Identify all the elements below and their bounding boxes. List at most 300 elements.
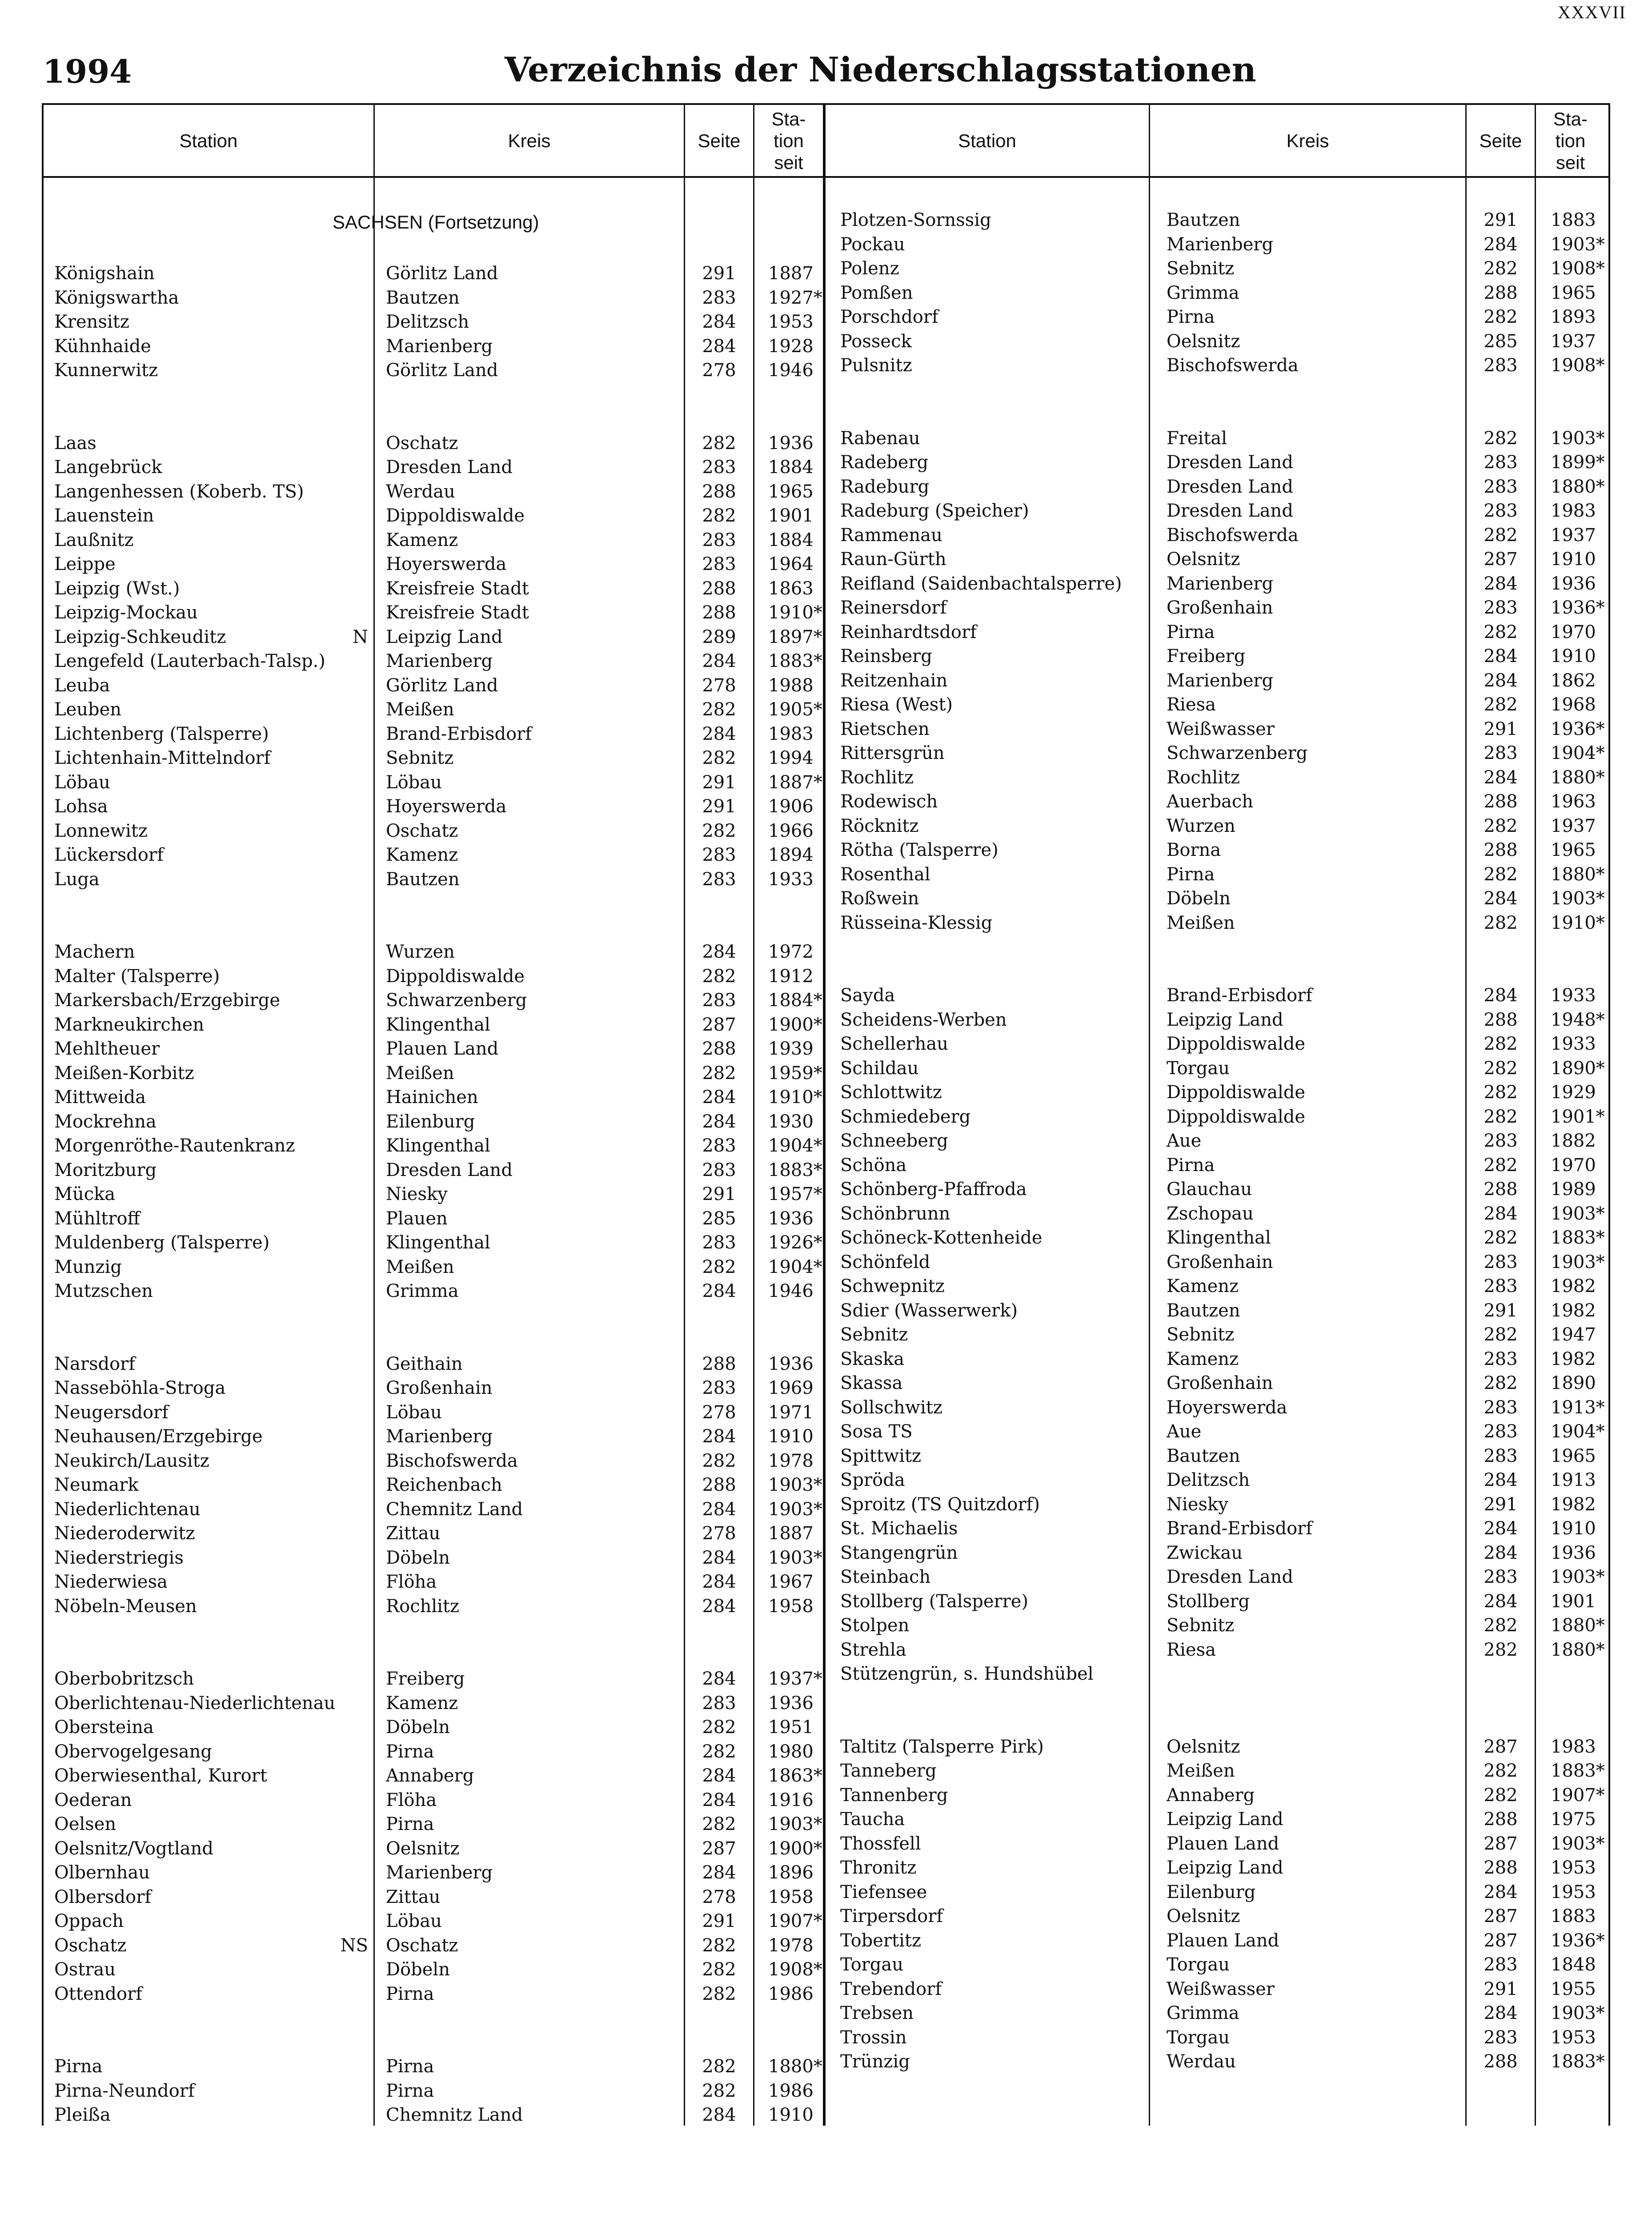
header-kreis: Kreis — [508, 130, 551, 151]
table-cell-kreis: Leipzig Land — [386, 626, 503, 647]
table-cell-station: Nöbeln-Meusen — [54, 1596, 197, 1617]
table-cell-kreis: Sebnitz — [386, 748, 454, 768]
table-cell-station: Schlottwitz — [840, 1082, 942, 1103]
table-cell-kreis: Sebnitz — [1167, 258, 1235, 279]
table-cell-seite: 283 — [1484, 598, 1518, 618]
table-cell-kreis: Delitzsch — [386, 312, 469, 332]
table-cell-seit: 1936* — [1551, 1930, 1605, 1951]
table-cell-kreis: Dippoldiswalde — [386, 966, 525, 987]
table-cell-seit: 1986 — [768, 2080, 814, 2101]
table-cell-kreis: Torgau — [1167, 1954, 1230, 1975]
table-cell-seite: 282 — [702, 699, 736, 720]
table-cell-seit: 1903* — [1551, 888, 1605, 909]
table-cell-kreis: Bischofswerda — [1167, 525, 1299, 546]
table-cell-kreis: Klingenthal — [386, 1232, 490, 1253]
table-cell-station: Stollberg (Talsperre) — [840, 1591, 1029, 1612]
table-cell-seite: 291 — [702, 1911, 736, 1931]
table-cell-seit: 1929 — [1551, 1082, 1596, 1103]
table-cell-station: Oelsen — [54, 1814, 116, 1834]
table-cell-seite: 282 — [1484, 1761, 1518, 1781]
table-cell-kreis: Dresden Land — [386, 457, 513, 478]
table-cell-kreis: Sebnitz — [1167, 1615, 1235, 1636]
table-cell-kreis — [386, 1304, 679, 1328]
table-cell-seit: 1904* — [768, 1136, 822, 1156]
table-cell-kreis: Marienberg — [386, 651, 493, 671]
table-cell-kreis: Dippoldiswalde — [1167, 1082, 1306, 1103]
table-cell-station: Thronitz — [840, 1858, 917, 1878]
table-cell-seit: 1926* — [768, 1232, 822, 1253]
table-cell-seite: 291 — [1484, 1978, 1518, 1999]
table-cell-seite: 288 — [702, 602, 736, 623]
table-cell-seite: 278 — [702, 1886, 736, 1907]
table-cell-station: Neugersdorf — [54, 1402, 168, 1423]
table-cell-kreis: Schwarzenberg — [386, 990, 527, 1011]
table-cell-station: Rodewisch — [840, 791, 938, 812]
page-number: XXXVII — [1557, 2, 1626, 22]
table-cell-station: Radeberg — [840, 452, 929, 473]
table-cell-seit: 1982 — [1551, 1300, 1596, 1321]
table-cell-kreis: Pirna — [1167, 1155, 1215, 1176]
table-cell-seit — [1551, 959, 1605, 984]
table-cell-station: Rabenau — [840, 428, 920, 449]
table-cell-station: Schöna — [840, 1155, 907, 1176]
table-cell-seit: 1908* — [1551, 258, 1605, 279]
table-cell-station: Trünzig — [840, 2051, 910, 2072]
table-cell-seit: 1903* — [1551, 1203, 1605, 1224]
table-cell-station: Reinersdorf — [840, 598, 947, 618]
table-cell-seit: 1905* — [768, 699, 822, 720]
table-cell-station: Oppach — [54, 1911, 124, 1931]
table-cell-kreis: Riesa — [1167, 1639, 1216, 1660]
table-cell-seite: 284 — [1484, 1203, 1518, 1224]
table-cell-seite: 284 — [1484, 234, 1518, 255]
table-cell-kreis: Leipzig Land — [1167, 1858, 1283, 1878]
table-cell-kreis: Brand-Erbisdorf — [386, 723, 532, 744]
table-cell-kreis: Schwarzenberg — [1167, 743, 1308, 763]
table-cell-seite: 288 — [702, 1353, 736, 1374]
table-cell-seite: 288 — [702, 481, 736, 502]
table-cell-seit: 1965 — [1551, 840, 1596, 860]
table-cell-station: Olbersdorf — [54, 1886, 152, 1907]
table-cell-station: Niederoderwitz — [54, 1523, 195, 1544]
table-cell-kreis: Oelsnitz — [1167, 1736, 1240, 1757]
table-cell-kreis: Freital — [1167, 428, 1227, 449]
table-cell-seite: 282 — [1484, 1106, 1518, 1127]
table-cell-station: Mockrehna — [54, 1111, 156, 1132]
table-cell-station: Kühnhaide — [54, 336, 151, 357]
table-cell-seit: 1907* — [768, 1911, 822, 1931]
table-cell-seite: 282 — [1484, 1615, 1518, 1636]
table-cell-seit: 1955 — [1551, 1978, 1596, 1999]
table-cell-seit: 1880* — [1551, 1615, 1605, 1636]
table-cell-station: Obersteina — [54, 1717, 154, 1737]
table-cell-kreis: Dippoldiswalde — [1167, 1106, 1306, 1127]
table-cell-kreis: Wurzen — [386, 942, 455, 962]
table-cell-kreis: Weißwasser — [1167, 1978, 1275, 1999]
table-cell-kreis: Pirna — [386, 2080, 434, 2101]
table-cell-seit: 1880* — [768, 2056, 822, 2077]
table-cell-seit — [768, 2030, 823, 2055]
table-cell-seite — [685, 891, 753, 916]
table-cell-station — [840, 935, 1147, 959]
table-cell-kreis — [1167, 935, 1464, 959]
table-cell-seit: 1933 — [768, 869, 814, 890]
table-cell-station: Rietschen — [840, 718, 930, 739]
table-cell-kreis: Flöha — [386, 1790, 437, 1810]
table-cell-kreis: Glauchau — [1167, 1179, 1252, 1200]
table-cell-kreis: Großenhain — [1167, 1373, 1273, 1393]
table-cell-seit: 1908* — [768, 1959, 822, 1980]
header-station-seit: Sta- tion seit — [771, 108, 806, 173]
table-cell-seit: 1906 — [768, 796, 814, 817]
table-cell-station: Schönberg-Pfaffroda — [840, 1179, 1027, 1200]
table-cell-kreis: Borna — [1167, 840, 1221, 860]
table-cell-station: Meißen-Korbitz — [54, 1063, 194, 1083]
table-cell-station: Taucha — [840, 1809, 905, 1830]
table-cell-kreis: Pirna — [386, 1741, 434, 1762]
table-cell-seite — [1467, 935, 1535, 959]
table-cell-seite: 282 — [702, 1717, 736, 1737]
table-cell-seite: 283 — [702, 990, 736, 1011]
table-cell-kreis — [1167, 959, 1464, 984]
table-cell-kreis: Wurzen — [1167, 815, 1235, 836]
table-cell-seite: 283 — [702, 457, 736, 478]
table-cell-seit: 1937 — [1551, 525, 1596, 546]
table-cell-seit — [768, 383, 823, 407]
table-cell-seit: 1953 — [1551, 2027, 1596, 2048]
table-cell-seit: 1913 — [1551, 1470, 1596, 1490]
table-cell-seit: 1939 — [768, 1039, 814, 1059]
table-cell-kreis — [386, 383, 679, 407]
table-cell-seite: 283 — [1484, 1252, 1518, 1272]
table-cell-kreis: Görlitz Land — [386, 675, 498, 696]
right-seit-column — [1551, 208, 1605, 2074]
table-cell-seite: 291 — [702, 1184, 736, 1204]
table-cell-seite — [685, 407, 753, 431]
table-cell-seit: 1986 — [768, 1983, 814, 2004]
table-cell-station: Luga — [54, 869, 100, 890]
table-cell-seite: 282 — [702, 820, 736, 841]
right-station-column — [840, 208, 1147, 2074]
table-cell-kreis: Brand-Erbisdorf — [1167, 985, 1313, 1006]
table-cell-station: Strehla — [840, 1639, 906, 1660]
table-cell-seit: 1890 — [1551, 1373, 1596, 1393]
header-station: Station — [179, 130, 238, 151]
section-label: SACHSEN (Fortsetzung) — [333, 212, 539, 233]
table-cell-kreis: Delitzsch — [1167, 1470, 1250, 1490]
table-cell-seite: 283 — [702, 287, 736, 308]
table-cell-seite: 283 — [1484, 1421, 1518, 1442]
table-cell-station: Sayda — [840, 985, 895, 1006]
table-cell-station — [840, 378, 1147, 402]
table-cell-kreis: Meißen — [1167, 1761, 1235, 1781]
table-cell-kreis: Bischofswerda — [1167, 355, 1299, 376]
table-cell-seite: 283 — [1484, 2027, 1518, 2048]
table-cell-seite: 284 — [702, 1111, 736, 1132]
table-cell-seit: 1928 — [768, 336, 814, 357]
table-cell-station: Neuhausen/Erzgebirge — [54, 1426, 263, 1447]
table-cell-seite: 288 — [1484, 1179, 1518, 1200]
table-cell-seite: 284 — [1484, 1542, 1518, 1563]
table-cell-seite: 284 — [702, 1766, 736, 1786]
table-cell-seite: 288 — [702, 578, 736, 599]
table-cell-station: Krensitz — [54, 312, 129, 332]
table-cell-seit: 1910* — [768, 1087, 822, 1107]
table-cell-station: Kunnerwitz — [54, 360, 158, 381]
table-cell-kreis: Werdau — [1167, 2051, 1236, 2072]
table-cell-station: Königswartha — [54, 287, 179, 308]
table-cell-kreis: Oschatz — [386, 433, 458, 453]
table-cell-kreis: Grimma — [1167, 2003, 1239, 2023]
table-cell-station: Röcknitz — [840, 815, 919, 836]
table-cell-seite: 284 — [1484, 670, 1518, 691]
table-cell-seite — [685, 1304, 753, 1328]
table-cell-seite: 283 — [1484, 476, 1518, 497]
table-cell-seit: 1880* — [1551, 864, 1605, 885]
table-cell-kreis: Oelsnitz — [386, 1838, 460, 1859]
table-cell-kreis: Pirna — [386, 2056, 434, 2077]
table-cell-station: Lohsa — [54, 796, 108, 817]
table-cell-seit: 1982 — [1551, 1348, 1596, 1369]
table-cell-station: Sosa TS — [840, 1421, 913, 1442]
table-cell-seite: 284 — [1484, 1518, 1518, 1539]
table-cell-seit: 1910 — [768, 1426, 814, 1447]
table-cell-seite: 291 — [702, 263, 736, 284]
table-cell-seite — [685, 1643, 753, 1667]
table-cell-seit — [768, 2006, 823, 2030]
table-cell-station: Pomßen — [840, 282, 913, 303]
table-cell-station: Reinhardtsdorf — [840, 622, 977, 642]
table-cell-seite — [1467, 402, 1535, 426]
table-cell-kreis — [386, 2030, 679, 2055]
table-cell-kreis: Löbau — [386, 1402, 442, 1423]
table-cell-seite: 284 — [702, 1499, 736, 1520]
table-cell-kreis: Dresden Land — [1167, 452, 1293, 473]
table-cell-seit: 1883* — [768, 1160, 822, 1180]
table-cell-station: Löbau — [54, 772, 110, 793]
table-cell-station: Sebnitz — [840, 1324, 908, 1345]
table-cell-seite: 283 — [1484, 452, 1518, 473]
table-cell-kreis — [386, 1643, 679, 1667]
table-cell-seite: 287 — [1484, 1930, 1518, 1951]
table-cell-seite: 282 — [1484, 1058, 1518, 1079]
table-cell-seite: 284 — [702, 1087, 736, 1107]
table-cell-seite: 288 — [1484, 791, 1518, 812]
left-seit-column — [768, 261, 823, 2127]
table-cell-seit: 1900* — [768, 1014, 822, 1035]
table-cell-seit: 1910 — [1551, 646, 1596, 666]
table-cell-seite: 282 — [1484, 1785, 1518, 1806]
table-cell-seite: 284 — [1484, 888, 1518, 909]
table-cell-station: Leipzig (Wst.) — [54, 578, 180, 599]
table-cell-seit: 1884 — [768, 457, 814, 478]
table-cell-seit: 1971 — [768, 1402, 814, 1423]
table-cell-station: Schellerhau — [840, 1034, 948, 1054]
table-cell-kreis: Eilenburg — [1167, 1882, 1256, 1902]
table-cell-station: Plotzen-Sornssig — [840, 210, 991, 230]
table-cell-seite: 284 — [702, 942, 736, 962]
table-cell-station: Torgau — [840, 1954, 903, 1975]
table-cell-kreis: Döbeln — [386, 1959, 450, 1980]
table-cell-seit: 1903* — [1551, 1567, 1605, 1587]
table-cell-seite: 284 — [702, 312, 736, 332]
table-cell-kreis: Rochlitz — [1167, 767, 1240, 788]
table-cell-seit: 1937 — [1551, 331, 1596, 352]
table-cell-seit: 1912 — [768, 966, 814, 987]
table-cell-kreis: Zittau — [386, 1523, 441, 1544]
table-cell-seit: 1882 — [1551, 1131, 1596, 1151]
table-cell-kreis — [386, 2006, 679, 2030]
table-cell-seite: 278 — [702, 675, 736, 696]
table-cell-seit — [768, 891, 823, 916]
table-cell-seit — [768, 1618, 823, 1643]
table-cell-seite: 282 — [1484, 1373, 1518, 1393]
table-cell-station — [840, 1686, 1147, 1711]
table-cell-seite: 282 — [1484, 525, 1518, 546]
table-cell-station: Langenhessen (Koberb. TS) — [54, 481, 304, 502]
table-cell-seit: 1951 — [768, 1717, 814, 1737]
table-cell-seite: 285 — [702, 1208, 736, 1229]
table-cell-seit: 1896 — [768, 1862, 814, 1883]
table-cell-station: Thossfell — [840, 1833, 921, 1854]
table-cell-seit — [1551, 402, 1605, 426]
table-cell-kreis: Klingenthal — [386, 1014, 490, 1035]
table-cell-seite: 282 — [1484, 864, 1518, 885]
table-cell-station: Laußnitz — [54, 530, 134, 550]
table-cell-seite — [685, 2030, 753, 2055]
table-cell-station: Leippe — [54, 554, 116, 574]
table-cell-station: Schneeberg — [840, 1131, 948, 1151]
table-cell-seite: 283 — [702, 869, 736, 890]
table-cell-station: Reinsberg — [840, 646, 932, 666]
table-cell-station: Trossin — [840, 2027, 907, 2048]
table-cell-kreis: Meißen — [386, 699, 454, 720]
table-cell-station: Pleißa — [54, 2105, 111, 2125]
table-cell-seit: 1930 — [768, 1111, 814, 1132]
table-cell-station: Rüsseina-Klessig — [840, 912, 993, 933]
table-cell-seite — [1467, 1662, 1535, 1686]
table-cell-seite: 282 — [1484, 1228, 1518, 1248]
table-cell-seit: 1893 — [1551, 307, 1596, 327]
header-seite: Seite — [698, 130, 741, 151]
table-cell-seite: 282 — [702, 1814, 736, 1834]
table-cell-seite: 291 — [1484, 1494, 1518, 1515]
table-cell-seite — [685, 383, 753, 407]
table-cell-station — [54, 2006, 370, 2030]
table-cell-station: Olbernhau — [54, 1862, 150, 1883]
table-cell-station: Scheidens-Werben — [840, 1009, 1007, 1030]
table-cell-station: Neumark — [54, 1475, 139, 1495]
table-cell-station: Sollschwitz — [840, 1397, 942, 1418]
table-cell-seite: 284 — [702, 1426, 736, 1447]
table-cell-seite — [1467, 1686, 1535, 1711]
table-cell-station: Muldenberg (Talsperre) — [54, 1232, 270, 1253]
right-kreis-column — [1167, 208, 1464, 2074]
table-cell-seit: 1907* — [1551, 1785, 1605, 1806]
table-cell-kreis: Großenhain — [1167, 598, 1273, 618]
table-cell-kreis: Kamenz — [386, 845, 458, 865]
table-cell-seite: 282 — [702, 966, 736, 987]
table-cell-kreis: Annaberg — [386, 1766, 474, 1786]
table-cell-station: Tannenberg — [840, 1785, 948, 1806]
table-cell-station: Polenz — [840, 258, 899, 279]
table-cell-station — [840, 402, 1147, 426]
table-cell-seite: 282 — [1484, 1639, 1518, 1660]
header-station-seit: Sta- tion seit — [1553, 108, 1588, 173]
table-cell-station: Rötha (Talsperre) — [840, 840, 998, 860]
table-cell-station: Neukirch/Lausitz — [54, 1450, 209, 1471]
table-cell-seit: 1901 — [1551, 1591, 1596, 1612]
table-cell-seite — [1467, 378, 1535, 402]
table-cell-station: Sproitz (TS Quitzdorf) — [840, 1494, 1040, 1515]
table-cell-kreis: Bautzen — [386, 287, 460, 308]
table-cell-seite: 288 — [1484, 840, 1518, 860]
table-cell-kreis: Dippoldiswalde — [386, 506, 525, 526]
table-cell-seite: 283 — [1484, 1131, 1518, 1151]
table-cell-kreis: Leipzig Land — [1167, 1009, 1283, 1030]
table-cell-kreis: Görlitz Land — [386, 263, 498, 284]
table-cell-seit: 1927* — [768, 287, 822, 308]
table-cell-seite: 288 — [1484, 1858, 1518, 1878]
table-cell-station: Ottendorf — [54, 1983, 142, 2004]
table-cell-seite: 287 — [1484, 549, 1518, 570]
table-cell-kreis: Meißen — [1167, 912, 1235, 933]
table-cell-station: Lauenstein — [54, 506, 154, 526]
table-cell-seit: 1936* — [1551, 718, 1605, 739]
table-cell-kreis: Plauen Land — [1167, 1930, 1279, 1951]
table-cell-kreis: Kreisfreie Stadt — [386, 578, 529, 599]
table-cell-kreis: Marienberg — [386, 1426, 493, 1447]
table-cell-kreis — [1167, 1710, 1464, 1735]
table-cell-station: Langebrück — [54, 457, 162, 478]
table-cell-kreis: Kamenz — [1167, 1348, 1239, 1369]
table-cell-station: Stolpen — [840, 1615, 910, 1636]
table-cell-seite: 288 — [702, 1475, 736, 1495]
table-cell-kreis: Stollberg — [1167, 1591, 1250, 1612]
table-cell-station: Oberwiesenthal, Kurort — [54, 1766, 267, 1786]
table-cell-seit: 1953 — [768, 312, 814, 332]
table-cell-station: Tobertitz — [840, 1930, 922, 1951]
table-cell-seite: 284 — [702, 2105, 736, 2125]
center-rule — [823, 105, 826, 2126]
table-cell-kreis: Rochlitz — [386, 1596, 460, 1617]
table-cell-station: Tanneberg — [840, 1761, 937, 1781]
table-cell-station: Markneukirchen — [54, 1014, 204, 1035]
table-cell-seit: 1933 — [1551, 985, 1596, 1006]
table-cell-station: Oederan — [54, 1790, 132, 1810]
table-cell-seit: 1884* — [768, 990, 822, 1011]
table-cell-kreis: Weißwasser — [1167, 718, 1275, 739]
table-cell-station: Leuba — [54, 675, 110, 696]
table-cell-seite: 291 — [1484, 1300, 1518, 1321]
table-cell-station: Moritzburg — [54, 1160, 157, 1180]
table-cell-kreis: Werdau — [386, 481, 455, 502]
table-cell-kreis — [386, 1328, 679, 1352]
table-cell-kreis: Döbeln — [386, 1547, 450, 1568]
table-cell-seit: 1936 — [768, 1353, 814, 1374]
table-cell-station: Rosenthal — [840, 864, 930, 885]
header-rule — [44, 176, 1608, 178]
table-cell-seit: 1887* — [768, 772, 822, 793]
table-cell-seit: 1903* — [1551, 2003, 1605, 2023]
table-cell-station: Reitzenhain — [840, 670, 948, 691]
table-cell-kreis: Großenhain — [1167, 1252, 1273, 1272]
table-cell-kreis: Hoyerswerda — [386, 796, 507, 817]
table-cell-seit: 1958 — [768, 1886, 814, 1907]
table-cell-kreis: Marienberg — [1167, 573, 1274, 594]
table-cell-station: Oschatz NS — [54, 1934, 370, 1958]
table-cell-station: Mutzschen — [54, 1281, 153, 1301]
